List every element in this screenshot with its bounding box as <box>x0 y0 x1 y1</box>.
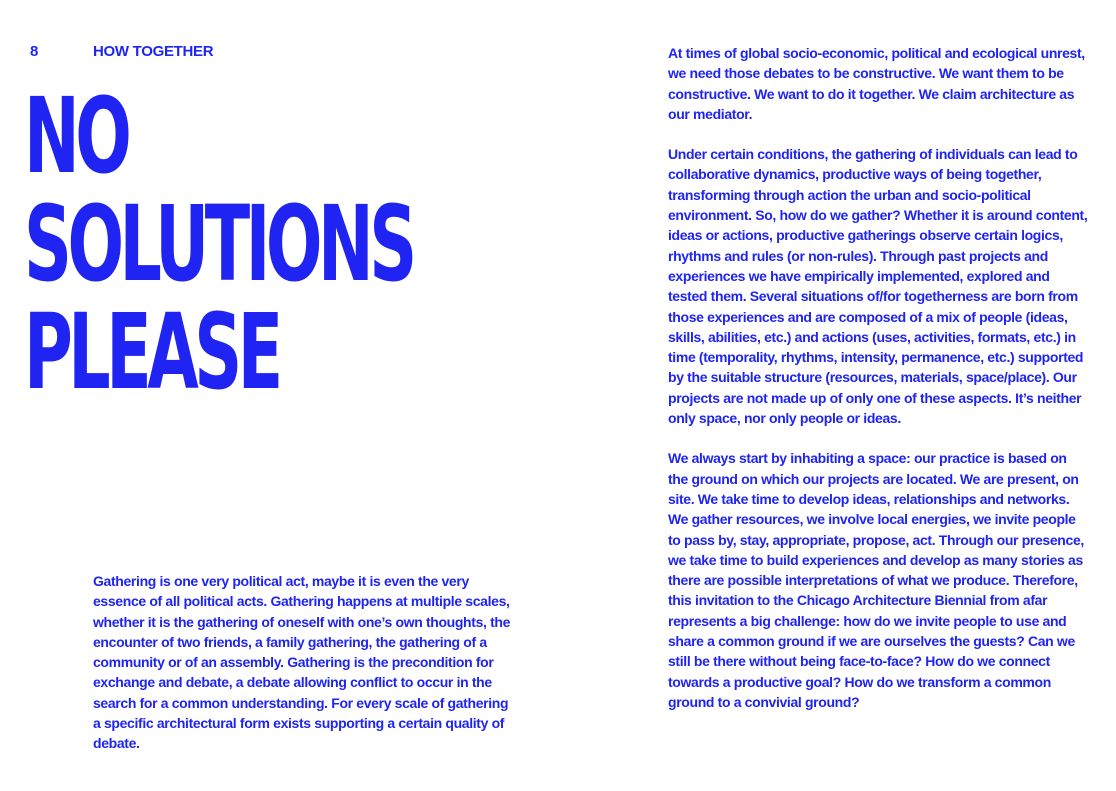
running-head: HOW TOGETHER <box>93 43 214 60</box>
headline <box>24 75 413 413</box>
left-paragraph: Gathering is one very political act, maybe it is even the very essence of all political acts. Gathering happens at multiple scales, whether it is the gathering of oneself with one’s own thoughts, the encounter of two friends, a family gathering, the gathering of a community or of an assembly. Gathering is the precondition for exchange and debate, a debate allowing conflict to occur in the search for a common understanding. For every scale of gathering a specific architectural form exists supporting a certain quality of debate. <box>93 573 511 752</box>
right-paragraph-3: We always start by inhabiting a space: our practice is based on the ground on which our projects are located. We are present, on site. We take time to develop ideas, relationships and networks. We gather resources, we involve local energies, we invite people to pass by, stay, appropriate, propose, act. Through our presence, we take time to build experiences and develop as many stories as there are possible interpretations of what we produce. Therefore, this invitation to the Chicago Architecture Biennial from afar represents a big challenge: how do we invite people to use and share a common ground if we are ourselves the guests? Can we still be there without being face-to-face? How do we connect towards a productive goal? How do we transform a common ground to a convivial ground? <box>668 450 1084 710</box>
right-column <box>668 43 1088 732</box>
right-paragraph-1: At times of global socio-economic, political and ecological unrest, we need those debates to be constructive. We want them to be constructive. We want to do it together. We claim architecture as our mediator. <box>668 45 1085 122</box>
headline-line-3: PLEASE <box>24 291 279 413</box>
headline-line-1: NO <box>24 75 128 197</box>
page-number: 8 <box>30 43 39 60</box>
right-paragraph-2: Under certain conditions, the gathering of individuals can lead to collaborative dynamics, productive ways of being together, transforming through action the urban and socio-political environment. So, how do we gather? Whether it is around content, ideas or actions, productive gatherings observe certain logics, rhythms and rules (or non-rules). Through past projects and experiences we have empirically implemented, explored and tested them. Several situations of/for togetherness are born from those experiences and are composed of a mix of people (ideas, skills, abilities, etc.) and actions (uses, activities, formats, etc.) in time (temporality, rhythms, intensity, permanence, etc.) supported by the suitable structure (resources, materials, space/place). Our projects are not made up of only one of these aspects. It’s neither only space, nor only people or ideas. <box>668 146 1088 427</box>
headline-line-2: SOLUTIONS <box>24 183 413 305</box>
